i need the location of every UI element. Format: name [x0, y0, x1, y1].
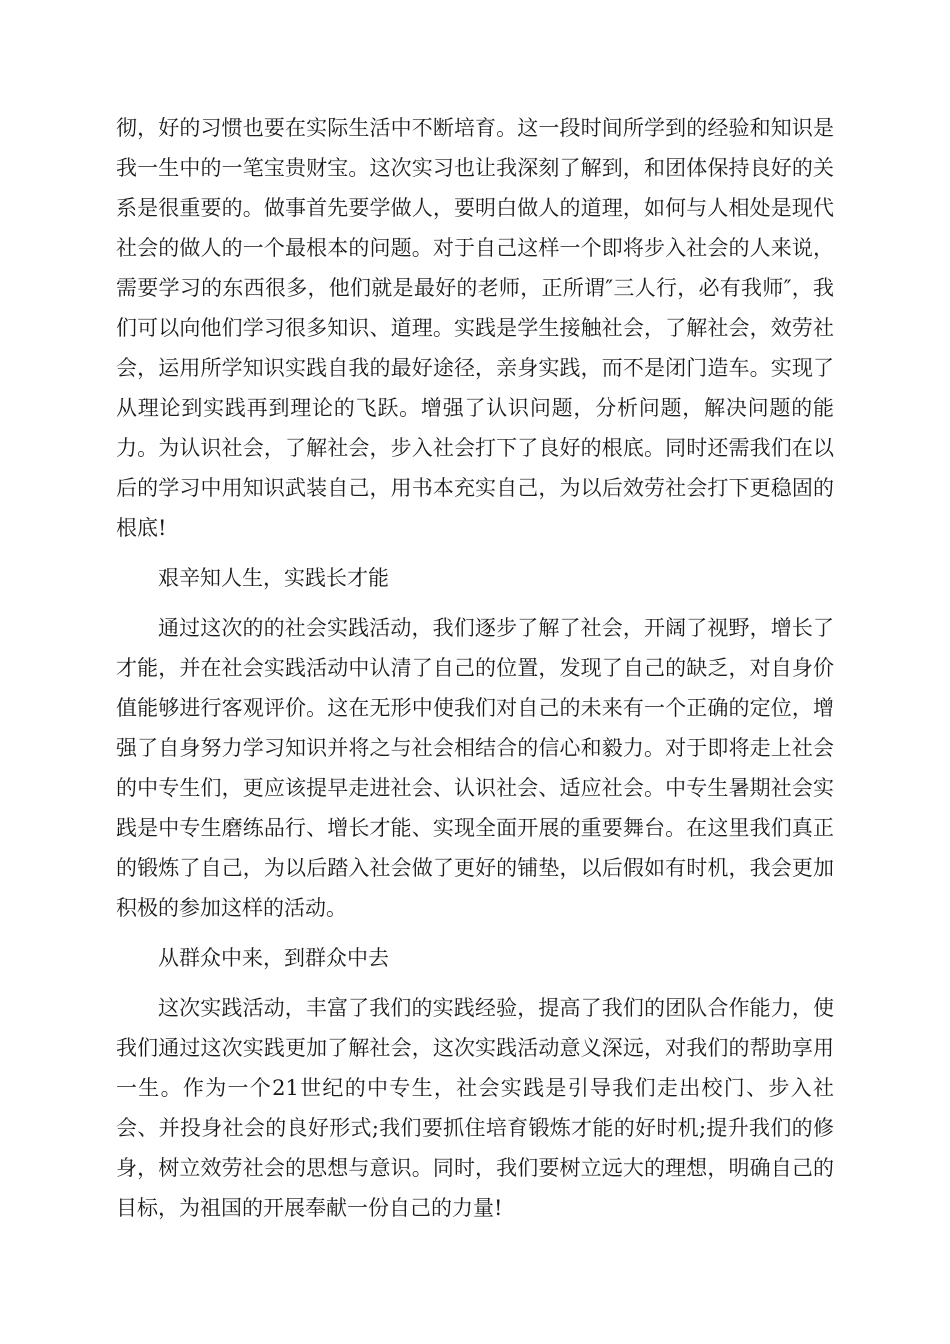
spacer: [116, 978, 834, 988]
paragraph-2: 通过这次的的社会实践活动，我们逐步了解了社会，开阔了视野，增长了才能，并在社会实践活动中认清了自己的位置，发现了自己的缺乏，对自身价值能够进行客观评价。这在无形中使我们对自己的未来有一个正确的定位，增强了自身努力学习知识并将之与社会相结合的信心和毅力。对于即将走上社会的中专生们，更应该提早走进社会、认识社会、适应社会。中专生暑期社会实践是中专生磨练品行、增长才能、实现全面开展的重要舞台。在这里我们真正的锻炼了自己，为以后踏入社会做了更好的铺垫，以后假如有时机，我会更加积极的参加这样的活动。: [116, 616, 834, 920]
section-heading-2: 从群众中来，到群众中去: [158, 946, 389, 970]
paragraph-1: 彻，好的习惯也要在实际生活中不断培育。这一段时间所学到的经验和知识是我一生中的一笔宝贵财宝。这次实习也让我深刻了解到，和团体保持良好的关系是很重要的。做事首先要学做人，要明白做人的道理，如何与人相处是现代社会的做人的一个最根本的问题。对于自己这样一个即将步入社会的人来说，需要学习的东西很多，他们就是最好的老师，正所谓″三人行，必有我师″，我们可以向他们学习很多知识、道理。实践是学生接触社会，了解社会，效劳社会，运用所学知识实践自我的最好途径，亲身实践，而不是闭门造车。实现了从理论到实践再到理论的飞跃。增强了认识问题，分析问题，解决问题的能力。为认识社会，了解社会，步入社会打下了良好的根底。同时还需我们在以后的学习中用知识武装自己，用书本充实自己，为以后效劳社会打下更稳固的根底!: [116, 116, 834, 540]
spacer: [116, 548, 834, 558]
document-body: [116, 108, 834, 1228]
section-heading-1: 艰辛知人生，实践长才能: [158, 566, 389, 590]
spacer: [116, 928, 834, 938]
spacer: [116, 598, 834, 608]
paragraph-3: 这次实践活动，丰富了我们的实践经验，提高了我们的团队合作能力，使我们通过这次实践更加了解社会，这次实践活动意义深远，对我们的帮助享用一生。作为一个21世纪的中专生，社会实践是引导我们走出校门、步入社会、并投身社会的良好形式;我们要抓住培育锻炼才能的好时机;提升我们的修身，树立效劳社会的思想与意识。同时，我们要树立远大的理想，明确自己的目标，为祖国的开展奉献一份自己的力量!: [116, 996, 834, 1220]
